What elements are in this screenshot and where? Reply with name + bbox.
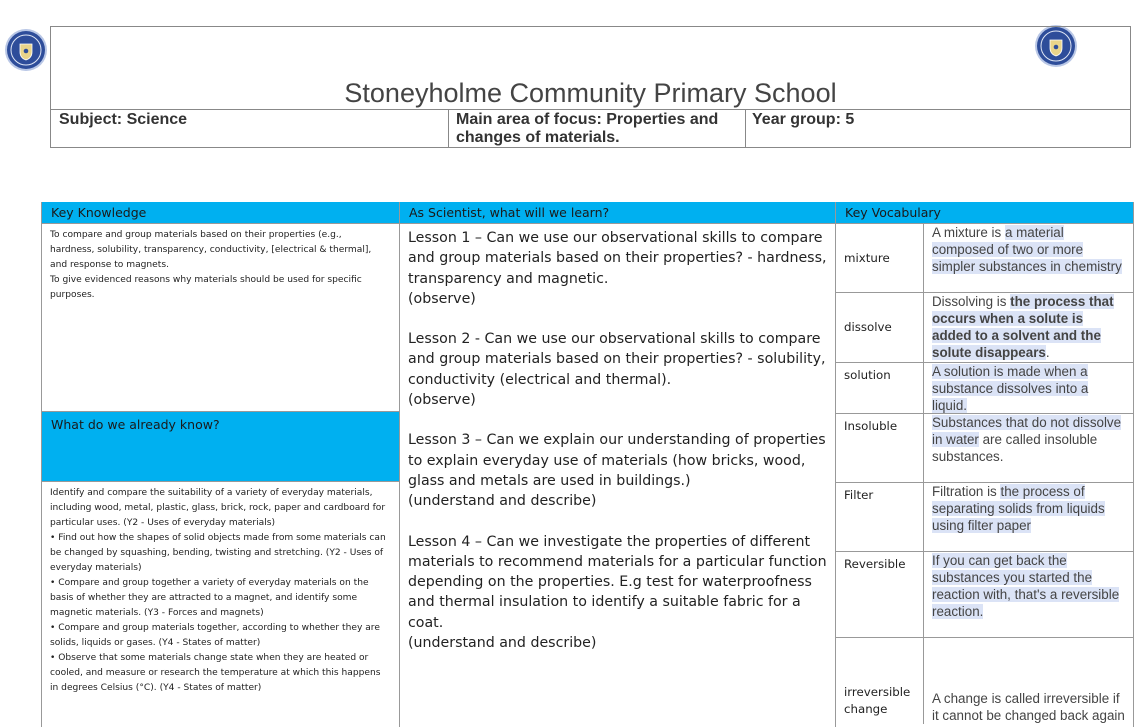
vocab-term: Insoluble xyxy=(836,414,924,482)
vocab-row xyxy=(836,224,1133,293)
kk-line: To give evidenced reasons why materials should be used for specific xyxy=(50,275,362,285)
lesson-line: Lesson 4 – Can we investigate the properties of different xyxy=(408,533,811,550)
key-knowledge-text xyxy=(42,224,399,412)
def-text: Filtration is xyxy=(932,484,1001,499)
prior-knowledge-heading: What do we already know? xyxy=(42,412,399,482)
def-highlight: If you can get back the substances you started the reaction with, that's a reversible reaction. xyxy=(932,553,1120,619)
lesson-line: transparency and magnetic. xyxy=(408,270,609,287)
pk-line: basis of whether they are attracted to a magnet, and identify some xyxy=(50,593,358,603)
vocab-definition xyxy=(924,552,1133,637)
pk-line: • Find out how the shapes of solid objects made from some materials can xyxy=(50,533,386,543)
vocab-definition xyxy=(924,483,1133,551)
kk-line: hardness, solubility, transparency, conductivity, [electrical & thermal], xyxy=(50,245,372,255)
def-text: A change is called irreversible if it cannot be changed back again xyxy=(932,691,1125,723)
pk-line: be changed by squashing, bending, twisting and stretching. (Y2 - Uses of xyxy=(50,548,384,558)
vocab-definition xyxy=(924,363,1133,413)
lesson-list xyxy=(400,224,835,653)
vocab-term: irreversible change xyxy=(836,638,924,724)
lesson-4 xyxy=(408,532,829,654)
def-text: A mixture is xyxy=(932,225,1005,240)
def-text: Dissolving is xyxy=(932,294,1011,309)
lesson-3 xyxy=(408,430,829,511)
vocab-term: dissolve xyxy=(836,293,924,362)
vocab-definition xyxy=(924,224,1133,292)
subject-cell: Subject: Science xyxy=(51,110,449,148)
vocabulary-heading: Key Vocabulary xyxy=(836,202,1133,224)
pk-line: particular uses. (Y2 - Uses of everyday materials) xyxy=(50,518,276,528)
vocab-row xyxy=(836,293,1133,363)
prior-knowledge-text xyxy=(42,482,399,699)
vocab-row xyxy=(836,552,1133,638)
school-name: Stoneyholme Community Primary School xyxy=(344,78,837,108)
lesson-2 xyxy=(408,329,829,410)
header-table xyxy=(50,26,1131,148)
vocab-row xyxy=(836,414,1133,483)
lesson-line: Lesson 1 – Can we use our observational skills to compare xyxy=(408,230,823,246)
knowledge-organiser-table xyxy=(41,202,1134,727)
header-info-row xyxy=(51,109,1130,148)
pk-line: Identify and compare the suitability of a variety of everyday materials, xyxy=(50,488,373,498)
lesson-line: Lesson 3 – Can we explain our understanding of properties xyxy=(408,432,826,449)
def-highlight: the process of separating solids from liquids using filter paper xyxy=(932,484,1105,533)
focus-cell xyxy=(449,110,746,148)
vocab-term: Filter xyxy=(836,483,924,551)
pk-line: • Observe that some materials change state when they are heated or xyxy=(50,653,369,663)
def-highlight: A solution is made when a substance dissolves xyxy=(932,364,1088,396)
vocab-term: solution xyxy=(836,363,924,413)
lesson-line: conductivity (electrical and thermal). xyxy=(408,371,672,388)
year-group-cell: Year group: 5 xyxy=(752,111,855,128)
kk-line: and response to magnets. xyxy=(50,260,169,270)
pk-line: everyday materials) xyxy=(50,563,142,573)
key-knowledge-heading: Key Knowledge xyxy=(42,202,399,224)
pk-line: cooled, and measure or research the temperature at which this happens xyxy=(50,668,381,678)
lesson-line: and group materials based on their properties? - solubility, xyxy=(408,351,826,368)
vocabulary-column xyxy=(836,202,1133,727)
pk-line: • Compare and group together a variety of everyday materials on the xyxy=(50,578,369,588)
lesson-mode: (observe) xyxy=(408,392,476,409)
pk-line: solids, liquids or gases. (Y4 - States of matter) xyxy=(50,638,261,648)
lesson-line: coat. xyxy=(408,614,444,631)
learning-column xyxy=(400,202,836,727)
pk-line: magnetic materials. (Y3 - Forces and magnets) xyxy=(50,608,264,618)
lesson-mode: (understand and describe) xyxy=(408,493,597,510)
def-text: into a liquid. xyxy=(932,381,1089,413)
lesson-line: Lesson 2 - Can we use our observational skills to compare xyxy=(408,331,821,348)
def-highlight: a material composed of two or more simpler substances in chemistry xyxy=(932,225,1122,274)
lesson-line: materials to recommend materials for a particular function xyxy=(408,553,827,570)
vocab-definition xyxy=(924,293,1133,362)
kk-line: To compare and group materials based on their properties (e.g., xyxy=(50,230,342,240)
focus-line-1: Main area of focus: Properties and xyxy=(456,111,719,128)
lesson-line: and group materials based on their properties? - hardness, xyxy=(408,250,827,267)
school-logo-left xyxy=(7,31,45,69)
vocab-row xyxy=(836,363,1133,414)
def-text: are called insoluble substances. xyxy=(932,432,1098,464)
vocab-term: Reversible xyxy=(836,552,924,637)
learning-heading: As Scientist, what will we learn? xyxy=(400,202,835,224)
focus-line-2: changes of materials. xyxy=(456,129,620,146)
kk-line: purposes. xyxy=(50,290,95,300)
lesson-1 xyxy=(408,228,829,309)
vocab-row xyxy=(836,638,1133,724)
lesson-line: and thermal insulation to identify a suitable fabric for a xyxy=(408,594,801,611)
def-bold: the process that occurs when a solute is added to a solvent and the solute disappears xyxy=(932,294,1114,360)
lesson-line: depending on the properties. E.g test for waterproofness xyxy=(408,574,812,591)
def-highlight: Substances that do not dissolve in water xyxy=(932,415,1122,447)
lesson-line: to explain everyday use of materials (how bricks, wood, xyxy=(408,452,806,469)
lesson-mode: (observe) xyxy=(408,290,476,307)
lesson-mode: (understand and describe) xyxy=(408,635,597,652)
lesson-line: glass and metals are used in buildings.) xyxy=(408,472,691,489)
pk-line: in degrees Celsius (°C). (Y4 - States of matter) xyxy=(50,683,262,693)
vocab-row xyxy=(836,483,1133,552)
vocab-definition xyxy=(924,414,1133,482)
def-text: . xyxy=(1045,345,1050,360)
vocab-definition xyxy=(924,638,1133,724)
knowledge-column xyxy=(42,202,400,727)
pk-line: • Compare and group materials together, according to whether they are xyxy=(50,623,380,633)
vocab-term: mixture xyxy=(836,224,924,292)
pk-line: including wood, metal, plastic, glass, brick, rock, paper and cardboard for xyxy=(50,503,386,513)
